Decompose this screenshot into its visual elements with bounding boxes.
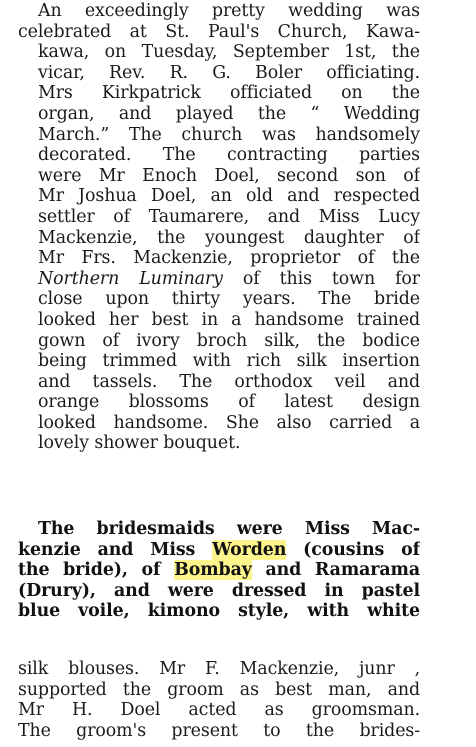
clip-divider: [0, 642, 476, 650]
text-line: gown of ivory broch silk, the bodice: [38, 330, 420, 351]
text-line: Mrs Kirkpatrick officiated on the: [38, 83, 420, 104]
text-line: Mr Frs. Mackenzie, proprietor of the: [38, 248, 420, 269]
paragraph-bridesmaids: [18, 519, 420, 622]
text-line: (Drury), and were dressed in pastel: [18, 580, 420, 601]
text-line: An exceedingly pretty wedding was: [38, 1, 420, 21]
text-line: March.” The church was handsomely: [38, 124, 420, 145]
text-line: settler of Taumarere, and Miss Lucy: [38, 206, 420, 227]
paragraph-groomsmen: [18, 659, 420, 741]
text-line: Mr H. Doel acted as groomsman.: [18, 700, 420, 721]
text-line: were Mr Enoch Doel, second son of: [38, 165, 420, 186]
text-line: celebrated at St. Paul's Church, Kawa-: [18, 21, 420, 42]
text-fragment: the bride), of: [18, 560, 175, 581]
text-fragment: (cousins of: [286, 539, 420, 560]
paragraph-wedding-description: [18, 1, 420, 454]
text-line-with-highlight: [18, 560, 420, 581]
article-clip-bottom: [0, 650, 476, 747]
text-line: lovely shower bouquet.: [38, 433, 241, 454]
article-clip-middle: [0, 508, 476, 642]
search-highlight-worden: Worden: [212, 539, 287, 560]
text-line: close upon thirty years. The bride: [38, 289, 420, 310]
text-line: decorated. The contracting parties: [38, 145, 420, 166]
text-line: vicar, Rev. R. G. Boler officiating.: [38, 62, 420, 83]
text-line: silk blouses. Mr F. Mackenzie, junr ,: [18, 659, 420, 679]
text-line-with-highlight: [18, 540, 420, 561]
newspaper-name: Northern Luminary: [38, 268, 223, 289]
text-fragment: and Ramarama: [251, 560, 420, 581]
text-line: being trimmed with rich silk insertion: [38, 351, 420, 372]
text-line: blue voile, kimono style, with white: [18, 601, 420, 622]
text-line: orange blossoms of latest design: [38, 392, 420, 413]
text-line: supported the groom as best man, and: [18, 679, 420, 700]
text-line: The groom's present to the brides-: [18, 720, 420, 741]
search-highlight-bombay: Bombay: [174, 560, 252, 581]
text-line: The bridesmaids were Miss Mac-: [38, 519, 420, 539]
text-line: organ, and played the “ Wedding: [38, 103, 420, 124]
text-line-newspaper-name: [18, 269, 420, 290]
text-line: and tassels. The orthodox veil and: [38, 371, 420, 392]
text-line: looked her best in a handsome trained: [38, 309, 420, 330]
text-fragment: kenzie and Miss: [18, 539, 213, 560]
text-line: Mr Joshua Doel, an old and respected: [38, 186, 420, 207]
text-fragment: of this town for: [222, 268, 420, 289]
text-line: looked handsome. She also carried a: [38, 412, 420, 433]
text-line: Mackenzie, the youngest daughter of: [38, 227, 420, 248]
text-line: kawa, on Tuesday, September 1st, the: [38, 42, 420, 63]
